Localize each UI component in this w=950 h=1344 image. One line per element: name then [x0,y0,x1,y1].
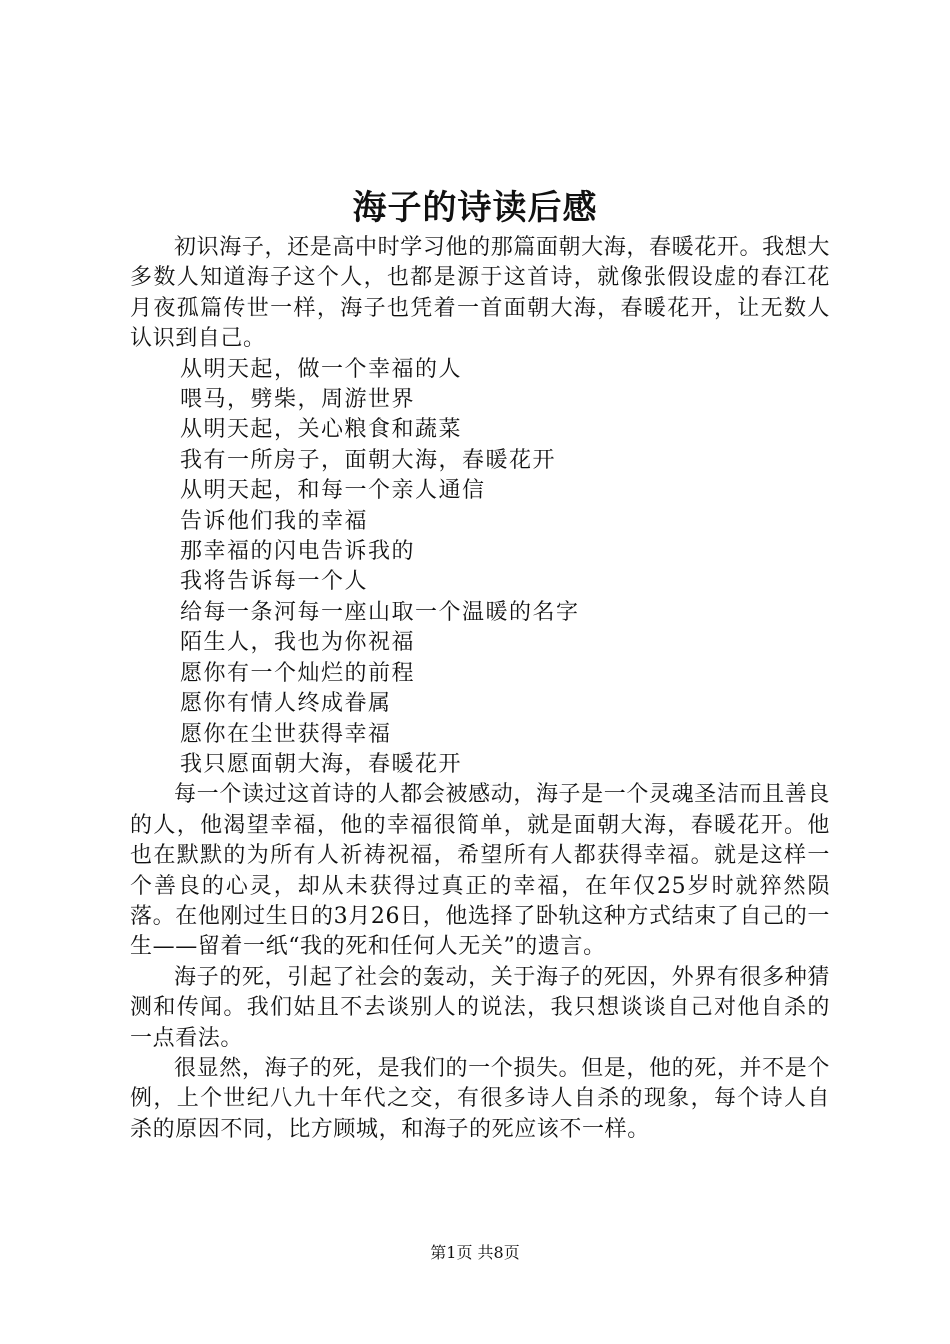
poem-block [130,355,830,781]
poem-line: 陌生人，我也为你祝福 [180,630,416,656]
poem-line: 我将告诉每一个人 [180,569,369,595]
document-body [130,233,830,1145]
page-footer: 第1页 共8页 [430,1243,520,1262]
poem-line: 从明天起，和每一个亲人通信 [180,478,486,504]
poem-line: 给每一条河每一座山取一个温暖的名字 [180,599,580,625]
body-paragraph: 海子的死，引起了社会的轰动，关于海子的死因，外界有很多种猜测和传闻。我们姑且不去谈别人的说法，我只想谈谈自己对他自杀的一点看法。 [130,964,830,1051]
intro-paragraph: 初识海子，还是高中时学习他的那篇面朝大海，春暖花开。我想大多数人知道海子这个人，也都是源于这首诗，就像张假设虚的春江花月夜孤篇传世一样，海子也凭着一首面朝大海，春暖花开，让无数人认识到自己。 [130,235,830,352]
body-paragraph: 很显然，海子的死，是我们的一个损失。但是，他的死，并不是个例，上个世纪八九十年代之交，有很多诗人自杀的现象，每个诗人自杀的原因不同，比方顾城，和海子的死应该不一样。 [130,1055,830,1142]
poem-line: 愿你有情人终成眷属 [180,691,392,717]
poem-line: 喂马，劈柴，周游世界 [180,387,416,413]
body-paragraph: 每一个读过这首诗的人都会被感动，海子是一个灵魂圣洁而且善良的人，他渴望幸福，他的幸福很简单，就是面朝大海，春暖花开。他也在默默的为所有人祈祷祝福，希望所有人都获得幸福。就是这样一个善良的心灵，却从未获得过真正的幸福，在年仅25岁时就猝然陨落。在他刚过生日的3月26日，他选择了卧轨这种方式结束了自己的一生——留着一纸“我的死和任何人无关”的遗言。 [130,782,830,960]
poem-line: 我有一所房子，面朝大海，春暖花开 [180,447,557,473]
poem-line: 那幸福的闪电告诉我的 [180,539,416,565]
poem-line: 从明天起，做一个幸福的人 [180,356,463,382]
poem-line: 愿你有一个灿烂的前程 [180,660,416,686]
poem-line: 告诉他们我的幸福 [180,508,369,534]
poem-line: 从明天起，关心粮食和蔬菜 [180,417,463,443]
poem-line: 我只愿面朝大海，春暖花开 [180,751,463,777]
document-title: 海子的诗读后感 [352,188,598,228]
poem-line: 愿你在尘世获得幸福 [180,721,392,747]
